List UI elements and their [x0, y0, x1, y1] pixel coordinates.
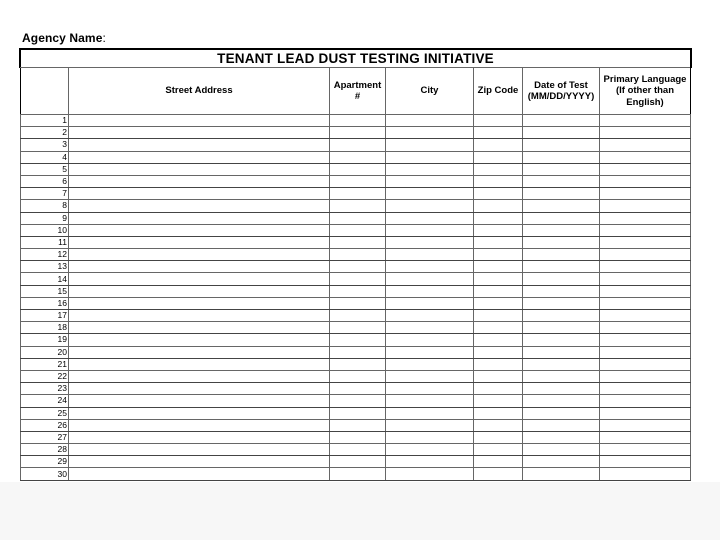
apartment-cell[interactable]: [330, 127, 386, 139]
row-number: 5: [21, 163, 69, 175]
apartment-cell[interactable]: [330, 139, 386, 151]
header-zip-code-text: Zip Code: [477, 85, 519, 97]
street-address-cell[interactable]: [69, 236, 330, 248]
row-number: 4: [21, 151, 69, 163]
table-row: [21, 212, 691, 224]
apartment-cell[interactable]: [330, 395, 386, 407]
street-address-cell[interactable]: [69, 200, 330, 212]
table-row: [21, 261, 691, 273]
date-of-test-cell[interactable]: [523, 444, 600, 456]
header-city-text: City: [420, 85, 439, 97]
date-of-test-cell[interactable]: [523, 273, 600, 285]
header-language-line1: Primary Language: [603, 73, 687, 85]
header-row: [21, 68, 691, 115]
apartment-cell[interactable]: [330, 188, 386, 200]
city-cell[interactable]: [386, 273, 474, 285]
zip-code-cell[interactable]: [474, 139, 523, 151]
apartment-cell[interactable]: [330, 151, 386, 163]
city-cell[interactable]: [386, 139, 474, 151]
zip-code-cell[interactable]: [474, 419, 523, 431]
date-of-test-cell[interactable]: [523, 383, 600, 395]
zip-code-cell[interactable]: [474, 468, 523, 480]
date-of-test-cell[interactable]: [523, 370, 600, 382]
row-number: 1: [21, 115, 69, 127]
zip-code-cell[interactable]: [474, 151, 523, 163]
city-cell[interactable]: [386, 212, 474, 224]
city-cell[interactable]: [386, 188, 474, 200]
page-margin: [0, 482, 720, 540]
apartment-cell[interactable]: [330, 249, 386, 261]
agency-name-label: [22, 31, 106, 45]
table-row: [21, 273, 691, 285]
table-row: [21, 346, 691, 358]
table-row: [21, 395, 691, 407]
header-zip-code: [474, 68, 523, 115]
row-number: 25: [21, 407, 69, 419]
row-number: 8: [21, 200, 69, 212]
primary-language-cell[interactable]: [600, 249, 691, 261]
row-number: 2: [21, 127, 69, 139]
street-address-cell[interactable]: [69, 224, 330, 236]
primary-language-cell[interactable]: [600, 468, 691, 480]
date-of-test-cell[interactable]: [523, 212, 600, 224]
city-cell[interactable]: [386, 334, 474, 346]
date-of-test-cell[interactable]: [523, 188, 600, 200]
table-row: [21, 322, 691, 334]
row-number: 11: [21, 236, 69, 248]
table-row: [21, 431, 691, 443]
street-address-cell[interactable]: [69, 310, 330, 322]
apartment-cell[interactable]: [330, 297, 386, 309]
street-address-cell[interactable]: [69, 175, 330, 187]
date-of-test-cell[interactable]: [523, 285, 600, 297]
street-address-cell[interactable]: [69, 419, 330, 431]
city-cell[interactable]: [386, 200, 474, 212]
apartment-cell[interactable]: [330, 285, 386, 297]
table-row: [21, 139, 691, 151]
street-address-cell[interactable]: [69, 370, 330, 382]
apartment-cell[interactable]: [330, 407, 386, 419]
header-date-line2: (MM/DD/YYYY): [527, 91, 595, 102]
apartment-cell[interactable]: [330, 212, 386, 224]
primary-language-cell[interactable]: [600, 139, 691, 151]
table-row: [21, 285, 691, 297]
date-of-test-cell[interactable]: [523, 310, 600, 322]
date-of-test-cell[interactable]: [523, 431, 600, 443]
zip-code-cell[interactable]: [474, 127, 523, 139]
date-of-test-cell[interactable]: [523, 151, 600, 163]
row-number: 29: [21, 456, 69, 468]
table-row: [21, 456, 691, 468]
street-address-cell[interactable]: [69, 407, 330, 419]
apartment-cell[interactable]: [330, 115, 386, 127]
apartment-cell[interactable]: [330, 224, 386, 236]
primary-language-cell[interactable]: [600, 285, 691, 297]
street-address-cell[interactable]: [69, 151, 330, 163]
primary-language-cell[interactable]: [600, 297, 691, 309]
date-of-test-cell[interactable]: [523, 468, 600, 480]
city-cell[interactable]: [386, 261, 474, 273]
date-of-test-cell[interactable]: [523, 139, 600, 151]
primary-language-cell[interactable]: [600, 395, 691, 407]
street-address-cell[interactable]: [69, 163, 330, 175]
city-cell[interactable]: [386, 407, 474, 419]
row-number: 19: [21, 334, 69, 346]
row-number: 24: [21, 395, 69, 407]
row-number: 16: [21, 297, 69, 309]
date-of-test-cell[interactable]: [523, 334, 600, 346]
city-cell[interactable]: [386, 175, 474, 187]
header-street-address: [69, 68, 330, 115]
street-address-cell[interactable]: [69, 468, 330, 480]
row-number: 7: [21, 188, 69, 200]
row-number: 15: [21, 285, 69, 297]
city-cell[interactable]: [386, 127, 474, 139]
apartment-cell[interactable]: [330, 163, 386, 175]
zip-code-cell[interactable]: [474, 444, 523, 456]
zip-code-cell[interactable]: [474, 322, 523, 334]
primary-language-cell[interactable]: [600, 346, 691, 358]
zip-code-cell[interactable]: [474, 346, 523, 358]
zip-code-cell[interactable]: [474, 175, 523, 187]
zip-code-cell[interactable]: [474, 273, 523, 285]
primary-language-cell[interactable]: [600, 431, 691, 443]
apartment-cell[interactable]: [330, 468, 386, 480]
row-number: 28: [21, 444, 69, 456]
form-title: TENANT LEAD DUST TESTING INITIATIVE: [19, 48, 692, 68]
table-row: [21, 188, 691, 200]
table-row: [21, 236, 691, 248]
header-language-line3: English): [626, 96, 664, 108]
table-row: [21, 151, 691, 163]
city-cell[interactable]: [386, 456, 474, 468]
header-primary-language: [600, 68, 691, 115]
table-row: [21, 163, 691, 175]
table-row: [21, 419, 691, 431]
header-apartment-line2: #: [354, 91, 361, 102]
street-address-cell[interactable]: [69, 115, 330, 127]
apartment-cell[interactable]: [330, 456, 386, 468]
primary-language-cell[interactable]: [600, 115, 691, 127]
primary-language-cell[interactable]: [600, 273, 691, 285]
apartment-cell[interactable]: [330, 310, 386, 322]
street-address-cell[interactable]: [69, 212, 330, 224]
primary-language-cell[interactable]: [600, 383, 691, 395]
city-cell[interactable]: [386, 285, 474, 297]
date-of-test-cell[interactable]: [523, 175, 600, 187]
zip-code-cell[interactable]: [474, 297, 523, 309]
street-address-cell[interactable]: [69, 456, 330, 468]
street-address-cell[interactable]: [69, 249, 330, 261]
apartment-cell[interactable]: [330, 358, 386, 370]
zip-code-cell[interactable]: [474, 395, 523, 407]
table-row: [21, 175, 691, 187]
zip-code-cell[interactable]: [474, 163, 523, 175]
date-of-test-cell[interactable]: [523, 249, 600, 261]
zip-code-cell[interactable]: [474, 200, 523, 212]
tenant-table: [20, 67, 691, 481]
apartment-cell[interactable]: [330, 236, 386, 248]
zip-code-cell[interactable]: [474, 431, 523, 443]
primary-language-cell[interactable]: [600, 127, 691, 139]
city-cell[interactable]: [386, 419, 474, 431]
primary-language-cell[interactable]: [600, 370, 691, 382]
row-number: 13: [21, 261, 69, 273]
row-number: 27: [21, 431, 69, 443]
date-of-test-cell[interactable]: [523, 200, 600, 212]
date-of-test-cell[interactable]: [523, 127, 600, 139]
header-date-line1: Date of Test: [534, 79, 588, 91]
primary-language-cell[interactable]: [600, 456, 691, 468]
primary-language-cell[interactable]: [600, 200, 691, 212]
row-number: 17: [21, 310, 69, 322]
apartment-cell[interactable]: [330, 322, 386, 334]
row-number: 22: [21, 370, 69, 382]
date-of-test-cell[interactable]: [523, 407, 600, 419]
table-row: [21, 383, 691, 395]
table-row: [21, 334, 691, 346]
city-cell[interactable]: [386, 383, 474, 395]
header-date-of-test: [523, 68, 600, 115]
header-row-number: [21, 68, 69, 115]
primary-language-cell[interactable]: [600, 224, 691, 236]
primary-language-cell[interactable]: [600, 188, 691, 200]
street-address-cell[interactable]: [69, 139, 330, 151]
street-address-cell[interactable]: [69, 383, 330, 395]
date-of-test-cell[interactable]: [523, 297, 600, 309]
apartment-cell[interactable]: [330, 261, 386, 273]
zip-code-cell[interactable]: [474, 370, 523, 382]
street-address-cell[interactable]: [69, 297, 330, 309]
table-row: [21, 407, 691, 419]
city-cell[interactable]: [386, 115, 474, 127]
table-row: [21, 310, 691, 322]
street-address-cell[interactable]: [69, 395, 330, 407]
city-cell[interactable]: [386, 249, 474, 261]
date-of-test-cell[interactable]: [523, 163, 600, 175]
zip-code-cell[interactable]: [474, 383, 523, 395]
table-row: [21, 297, 691, 309]
zip-code-cell[interactable]: [474, 285, 523, 297]
street-address-cell[interactable]: [69, 188, 330, 200]
street-address-cell[interactable]: [69, 358, 330, 370]
row-number: 9: [21, 212, 69, 224]
row-number: 30: [21, 468, 69, 480]
street-address-cell[interactable]: [69, 444, 330, 456]
row-number: 20: [21, 346, 69, 358]
primary-language-cell[interactable]: [600, 322, 691, 334]
zip-code-cell[interactable]: [474, 212, 523, 224]
primary-language-cell[interactable]: [600, 310, 691, 322]
date-of-test-cell[interactable]: [523, 346, 600, 358]
primary-language-cell[interactable]: [600, 175, 691, 187]
street-address-cell[interactable]: [69, 431, 330, 443]
header-city: [386, 68, 474, 115]
date-of-test-cell[interactable]: [523, 322, 600, 334]
date-of-test-cell[interactable]: [523, 224, 600, 236]
apartment-cell[interactable]: [330, 273, 386, 285]
city-cell[interactable]: [386, 297, 474, 309]
street-address-cell[interactable]: [69, 346, 330, 358]
zip-code-cell[interactable]: [474, 188, 523, 200]
row-number: 12: [21, 249, 69, 261]
table-row: [21, 358, 691, 370]
row-number: 6: [21, 175, 69, 187]
street-address-cell[interactable]: [69, 261, 330, 273]
row-number: 26: [21, 419, 69, 431]
city-cell[interactable]: [386, 151, 474, 163]
city-cell[interactable]: [386, 370, 474, 382]
row-number: 18: [21, 322, 69, 334]
primary-language-cell[interactable]: [600, 334, 691, 346]
apartment-cell[interactable]: [330, 200, 386, 212]
row-number: 21: [21, 358, 69, 370]
row-number: 10: [21, 224, 69, 236]
city-cell[interactable]: [386, 163, 474, 175]
header-language-line2: (If other than: [615, 85, 675, 97]
primary-language-cell[interactable]: [600, 358, 691, 370]
primary-language-cell[interactable]: [600, 261, 691, 273]
table-body: [21, 115, 691, 481]
zip-code-cell[interactable]: [474, 261, 523, 273]
agency-name-text: Agency Name: [22, 31, 103, 45]
table-row: [21, 249, 691, 261]
city-cell[interactable]: [386, 444, 474, 456]
zip-code-cell[interactable]: [474, 407, 523, 419]
city-cell[interactable]: [386, 431, 474, 443]
row-number: 23: [21, 383, 69, 395]
table-row: [21, 200, 691, 212]
table-row: [21, 115, 691, 127]
primary-language-cell[interactable]: [600, 419, 691, 431]
primary-language-cell[interactable]: [600, 407, 691, 419]
apartment-cell[interactable]: [330, 419, 386, 431]
table-row: [21, 468, 691, 480]
city-cell[interactable]: [386, 236, 474, 248]
zip-code-cell[interactable]: [474, 236, 523, 248]
header-apartment: [330, 68, 386, 115]
zip-code-cell[interactable]: [474, 310, 523, 322]
zip-code-cell[interactable]: [474, 249, 523, 261]
street-address-cell[interactable]: [69, 285, 330, 297]
primary-language-cell[interactable]: [600, 236, 691, 248]
row-number: 14: [21, 273, 69, 285]
street-address-cell[interactable]: [69, 127, 330, 139]
agency-name-colon: :: [102, 31, 106, 45]
city-cell[interactable]: [386, 358, 474, 370]
street-address-cell[interactable]: [69, 273, 330, 285]
table-row: [21, 224, 691, 236]
city-cell[interactable]: [386, 346, 474, 358]
header-street-address-text: Street Address: [165, 85, 233, 97]
city-cell[interactable]: [386, 322, 474, 334]
apartment-cell[interactable]: [330, 383, 386, 395]
table-row: [21, 127, 691, 139]
street-address-cell[interactable]: [69, 334, 330, 346]
apartment-cell[interactable]: [330, 175, 386, 187]
zip-code-cell[interactable]: [474, 334, 523, 346]
primary-language-cell[interactable]: [600, 444, 691, 456]
apartment-cell[interactable]: [330, 431, 386, 443]
city-cell[interactable]: [386, 395, 474, 407]
row-number: 3: [21, 139, 69, 151]
date-of-test-cell[interactable]: [523, 358, 600, 370]
apartment-cell[interactable]: [330, 370, 386, 382]
city-cell[interactable]: [386, 224, 474, 236]
apartment-cell[interactable]: [330, 346, 386, 358]
date-of-test-cell[interactable]: [523, 395, 600, 407]
date-of-test-cell[interactable]: [523, 456, 600, 468]
primary-language-cell[interactable]: [600, 151, 691, 163]
zip-code-cell[interactable]: [474, 358, 523, 370]
apartment-cell[interactable]: [330, 334, 386, 346]
date-of-test-cell[interactable]: [523, 261, 600, 273]
primary-language-cell[interactable]: [600, 163, 691, 175]
date-of-test-cell[interactable]: [523, 236, 600, 248]
city-cell[interactable]: [386, 468, 474, 480]
zip-code-cell[interactable]: [474, 115, 523, 127]
header-apartment-line1: Apartment: [333, 79, 382, 91]
street-address-cell[interactable]: [69, 322, 330, 334]
apartment-cell[interactable]: [330, 444, 386, 456]
date-of-test-cell[interactable]: [523, 419, 600, 431]
city-cell[interactable]: [386, 310, 474, 322]
zip-code-cell[interactable]: [474, 224, 523, 236]
table-row: [21, 370, 691, 382]
table-row: [21, 444, 691, 456]
primary-language-cell[interactable]: [600, 212, 691, 224]
zip-code-cell[interactable]: [474, 456, 523, 468]
date-of-test-cell[interactable]: [523, 115, 600, 127]
